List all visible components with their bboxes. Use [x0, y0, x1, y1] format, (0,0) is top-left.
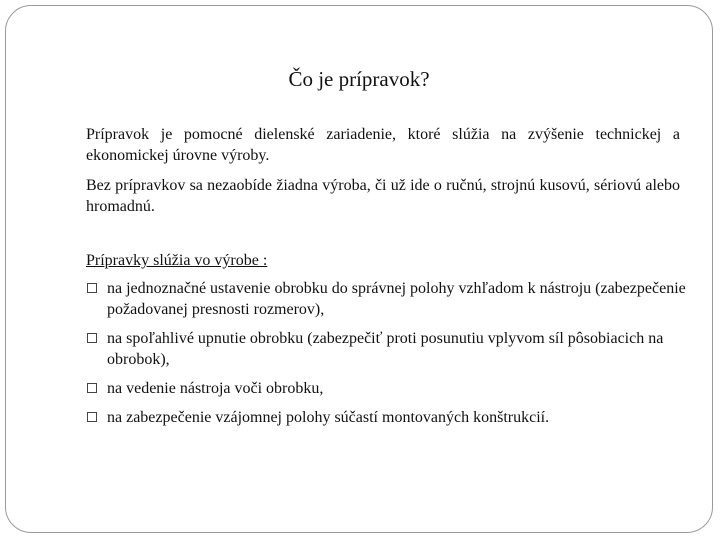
square-bullet-icon: [87, 383, 97, 393]
slide-title: Čo je prípravok?: [288, 67, 430, 91]
list-item-text: na zabezpečenie vzájomnej polohy súčastí montovaných konštrukcií.: [107, 409, 550, 426]
list-heading: Prípravky slúžia vo výrobe :: [86, 252, 268, 269]
slide-frame: [5, 5, 713, 533]
purpose-list: [86, 278, 686, 436]
square-bullet-icon: [87, 283, 97, 293]
square-bullet-icon: [87, 333, 97, 343]
list-item-text: na spoľahlivé upnutie obrobku (zabezpečiť proti posunutiu vplyvom síl pôsobiacich na obrobok),: [107, 330, 664, 368]
list-item: [86, 278, 686, 320]
list-item-text: na vedenie nástroja voči obrobku,: [107, 380, 324, 397]
list-item: [86, 378, 686, 399]
list-item: [86, 407, 686, 428]
paragraph-usage: Bez prípravkov sa nezaobíde žiadna výroba, či už ide o ručnú, strojnú kusovú, sériovú alebo hromadnú.: [86, 177, 680, 215]
paragraph-definition: Prípravok je pomocné dielenské zariadenie, ktoré slúžia na zvýšenie technickej a ekonomickej úrovne výroby.: [86, 126, 680, 164]
list-item: [86, 328, 686, 370]
list-item-text: na jednoznačné ustavenie obrobku do správnej polohy vzhľadom k nástroju (zabezpečenie požadovanej presnosti rozmerov),: [107, 280, 686, 318]
square-bullet-icon: [87, 412, 97, 422]
